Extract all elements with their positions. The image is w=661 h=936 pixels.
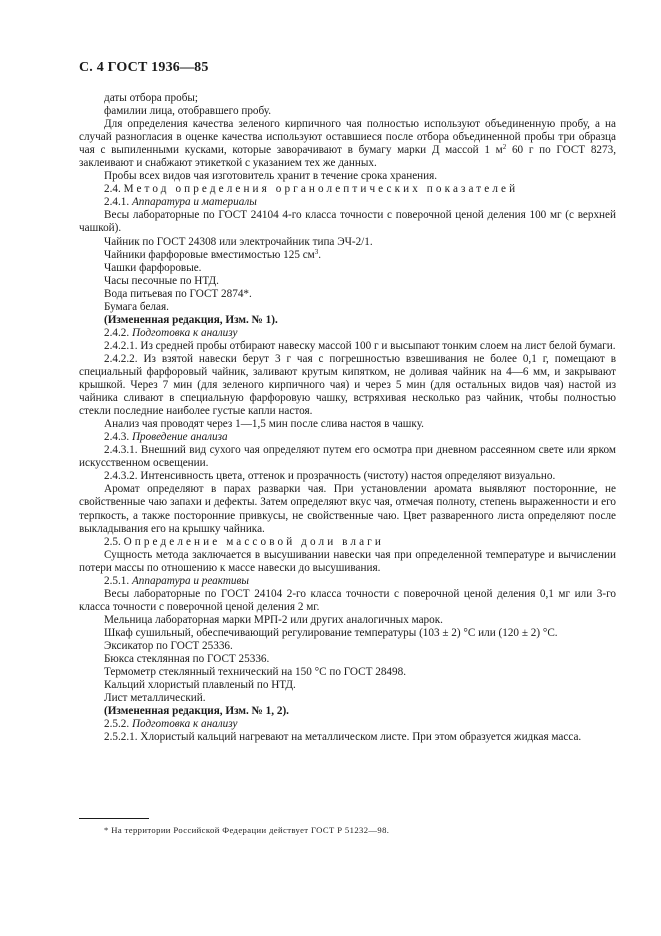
paragraph: Термометр стеклянный технический на 150 °С по ГОСТ 28498. (104, 666, 406, 679)
paragraph: Бумага белая. (104, 300, 169, 313)
section-number: 2.4.1. (104, 196, 132, 209)
section-title: Метод определения органолептических показателей (123, 183, 519, 196)
subsection-title: Подготовка к анализу (131, 326, 238, 339)
paragraph: Бюкса стеклянная по ГОСТ 25336. (104, 653, 270, 666)
paragraph: Лист металлический. (104, 692, 206, 705)
subsection-heading (79, 196, 616, 209)
section-title: Определение массовой доли влаги (123, 535, 384, 548)
paragraph: 2.5.2.1. Хлористый кальций нагревают на металлическом листе. При этом образуется жидкая масса. (104, 731, 582, 744)
section-number: 2.5.1. (104, 574, 132, 587)
section-number: 2.5. (104, 535, 124, 548)
paragraph: Часы песочные по НТД. (104, 274, 219, 287)
document-body (79, 92, 616, 744)
paragraph: Сущность метода заключается в высушивании навески чая при определенной температуре и вычислении потери массы по отношению к массе навески до высушивания. (79, 548, 616, 574)
paragraph-text: Чайники фарфоровые вместимостью 125 см (104, 248, 315, 261)
paragraph (79, 118, 616, 170)
paragraph: 2.4.2.1. Из средней пробы отбирают навеску массой 100 г и высыпают тонким слоем на лист белой бумаги. (104, 339, 616, 352)
paragraph: 2.4.2.2. Из взятой навески берут 3 г чая с погрешностью взвешивания не более 0,1 г, помещают в специальный фарфоровый чайник, заливают крутым кипятком, не доливая чайник на 4—6 мм, и закрывают крышкой. Через 7 мин (для зеленого кирпичного чая) и через 5 мин (для остальных видов чая) настой из чайника сливают в специальную фарфоровую чашку, встряхивая несколько раз чайник, чтобы полностью стекли последние наиболее густые капли настоя. (79, 352, 616, 418)
paragraph: Кальций хлористый плавленый по НТД. (104, 679, 296, 692)
footnote: * На территории Российской Федерации действует ГОСТ Р 51232—98. (104, 825, 390, 835)
section-heading (79, 183, 616, 196)
paragraph: 2.4.3.1. Внешний вид сухого чая определяют путем его осмотра при дневном рассеянном свете или ярком искусственном освещении. (79, 444, 616, 470)
section-number: 2.4.3. (104, 431, 132, 444)
page-header: С. 4 ГОСТ 1936—85 (79, 60, 209, 75)
section-number: 2.4.2. (104, 326, 132, 339)
paragraph: фамилии лица, отобравшего пробу. (104, 105, 272, 118)
section-number: 2.4. (104, 183, 124, 196)
paragraph: Весы лабораторные по ГОСТ 24104 4-го класса точности с поверочной ценой деления 100 мг (с верхней чашкой). (79, 209, 616, 235)
amendment-note: (Измененная редакция, Изм. № 1, 2). (104, 705, 289, 718)
paragraph: Эксикатор по ГОСТ 25336. (104, 639, 233, 652)
superscript: 3 (314, 247, 319, 256)
subsection-heading (79, 575, 616, 588)
paragraph: Чайник по ГОСТ 24308 или электрочайник типа ЭЧ-2/1. (104, 235, 373, 248)
section-heading (79, 536, 616, 549)
subsection-title: Проведение анализа (131, 431, 228, 444)
paragraph-text: 60 г по ГОСТ 8273, заклеивают и снабжают этикеткой с указанием тех же данных. (79, 144, 616, 170)
subsection-title: Аппаратура и материалы (131, 196, 257, 209)
subsection-title: Аппаратура и реактивы (131, 574, 249, 587)
paragraph: Мельница лабораторная марки МРП-2 или других аналогичных марок. (104, 613, 443, 626)
section-number: 2.5.2. (104, 718, 132, 731)
footnote-divider (79, 818, 149, 819)
paragraph: Чашки фарфоровые. (104, 261, 202, 274)
subsection-heading (79, 431, 616, 444)
paragraph: Пробы всех видов чая изготовитель хранит в течение срока хранения. (104, 170, 438, 183)
paragraph-text: Для определения качества зеленого кирпичного чая полностью используют объединенную пробу, а на случай разногласия в оценке качества используют оставшиеся после отбора объединенной пробы три образца чая с выпиленными кусками, которые заворачивают в бумагу марки Д массой 1 м (79, 118, 616, 157)
paragraph: Шкаф сушильный, обеспечивающий регулирование температуры (103 ± 2) °С или (120 ± 2) °С. (104, 626, 558, 639)
paragraph: 2.4.3.2. Интенсивность цвета, оттенок и прозрачность (чистоту) настоя определяют визуально. (104, 470, 556, 483)
paragraph: Весы лабораторные по ГОСТ 24104 2-го класса точности с поверочной ценой деления 0,1 мг или 3-го класса точности с поверочной ценой деления 2 мг. (79, 587, 616, 613)
subsection-title: Подготовка к анализу (131, 718, 238, 731)
paragraph: Вода питьевая по ГОСТ 2874*. (104, 287, 252, 300)
subsection-heading (79, 327, 616, 340)
amendment-note: (Измененная редакция, Изм. № 1). (104, 313, 278, 326)
paragraph-text: . (318, 248, 322, 261)
superscript: 2 (502, 143, 507, 152)
paragraph: даты отбора пробы; (104, 92, 199, 104)
paragraph (79, 249, 616, 262)
paragraph: Аромат определяют в парах разварки чая. При установлении аромата выявляют посторонние, не свойственные чаю запахи и дефекты. Затем определяют вкус чая, отмечая полноту, степень выраженности и его терпкость, а также посторонние привкусы, не свойственные чаю. Цвет разваренного листа определяют после выкладывания его на крышку чайника. (79, 483, 616, 535)
subsection-heading (79, 718, 616, 731)
paragraph: Анализ чая проводят через 1—1,5 мин после слива настоя в чашку. (104, 418, 424, 431)
